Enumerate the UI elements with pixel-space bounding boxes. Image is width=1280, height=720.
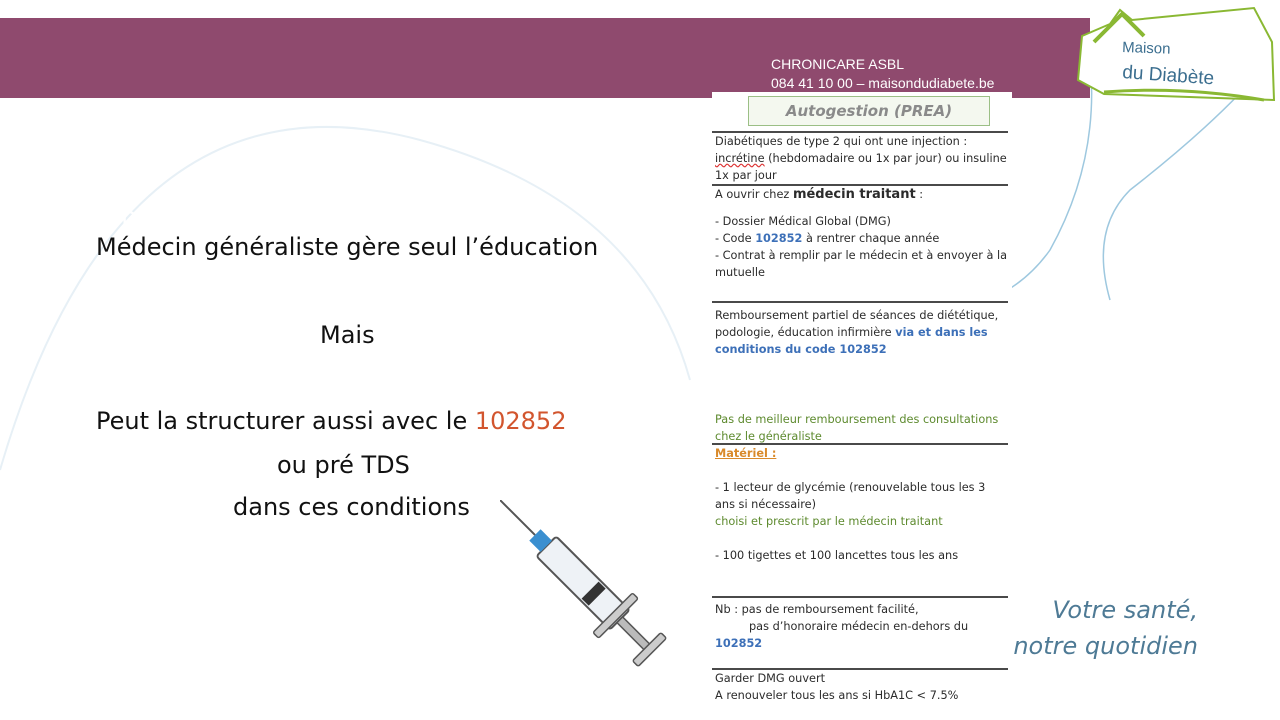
material-item-1-note: choisi et prescrit par le médecin traitant <box>715 515 943 528</box>
main-line-2: Mais <box>320 321 375 349</box>
opening-heading: A ouvrir chez médecin traitant : <box>715 187 924 202</box>
main-line-3-text: Peut la structurer aussi avec le <box>96 407 475 435</box>
section-dmg <box>715 670 1007 704</box>
nb-line-1: Nb : pas de remboursement facilité, <box>715 603 919 616</box>
organization-info <box>771 55 994 93</box>
document-title: Autogestion (PREA) <box>748 96 990 126</box>
title-line-1: Le Programme restreint d’éducation et d’autogestion : <box>8 100 698 129</box>
section-nb <box>715 601 1007 652</box>
section-opening <box>715 186 1007 281</box>
nb-line-2: pas d’honoraire médecin en-dehors du <box>749 620 969 633</box>
eligibility-rest: (hebdomadaire ou 1x par jour) ou insuline 1x par jour <box>715 152 1007 182</box>
section-consultation-note: Pas de meilleur remboursement des consultations chez le généraliste <box>715 413 999 443</box>
divider <box>712 596 1008 598</box>
code-highlight: 102852 <box>474 407 567 435</box>
title-line-2: 1 seule injection <box>8 202 222 231</box>
main-line-3 <box>96 407 566 435</box>
incretine-word: incrétine <box>715 152 765 165</box>
maison-du-diabete-logo <box>1074 2 1278 102</box>
org-contact: 084 41 10 00 – maisondudiabete.be <box>771 75 995 91</box>
section-material <box>715 445 1007 564</box>
logo-text-diabete: du Diabète <box>1121 62 1215 90</box>
nb-code: 102852 <box>715 637 763 650</box>
dmg-line-1: Garder DMG ouvert <box>715 672 826 685</box>
main-line-4: ou pré TDS <box>277 451 410 479</box>
eligibility-text: Diabétiques de type 2 qui ont une injection : <box>715 135 968 148</box>
opening-item-1: - Dossier Médical Global (DMG) <box>715 215 891 228</box>
tagline <box>1010 592 1198 664</box>
divider <box>712 301 1008 303</box>
tagline-line-1: Votre santé, <box>1052 596 1198 624</box>
section-reimbursement: Remboursement partiel de séances de diététique, podologie, éducation infirmière via et dans les conditions du code 102852 <box>715 309 999 356</box>
opening-item-2: - Code 102852 à rentrer chaque année <box>715 232 940 245</box>
syringe-illustration <box>500 500 700 700</box>
main-line-5: dans ces conditions <box>233 493 470 521</box>
material-item-2: - 100 tigettes et 100 lancettes tous les ans <box>715 549 959 562</box>
logo-text-maison: Maison <box>1121 39 1171 58</box>
material-label: Matériel : <box>715 447 777 460</box>
material-item-1: - 1 lecteur de glycémie (renouvelable tous les 3 ans si nécessaire) <box>715 481 986 511</box>
main-line-1: Médecin généraliste gère seul l’éducation <box>96 233 599 261</box>
medecin-traitant: médecin traitant <box>792 187 916 202</box>
section-eligibility <box>715 133 1007 184</box>
document-panel <box>712 92 1012 712</box>
dmg-line-2: A renouveler tous les ans si HbA1C < 7.5% <box>715 689 959 702</box>
opening-item-3: - Contrat à remplir par le médecin et à envoyer à la mutuelle <box>715 249 1008 279</box>
tagline-line-2: notre quotidien <box>1013 632 1198 660</box>
org-name: CHRONICARE ASBL <box>771 56 905 72</box>
